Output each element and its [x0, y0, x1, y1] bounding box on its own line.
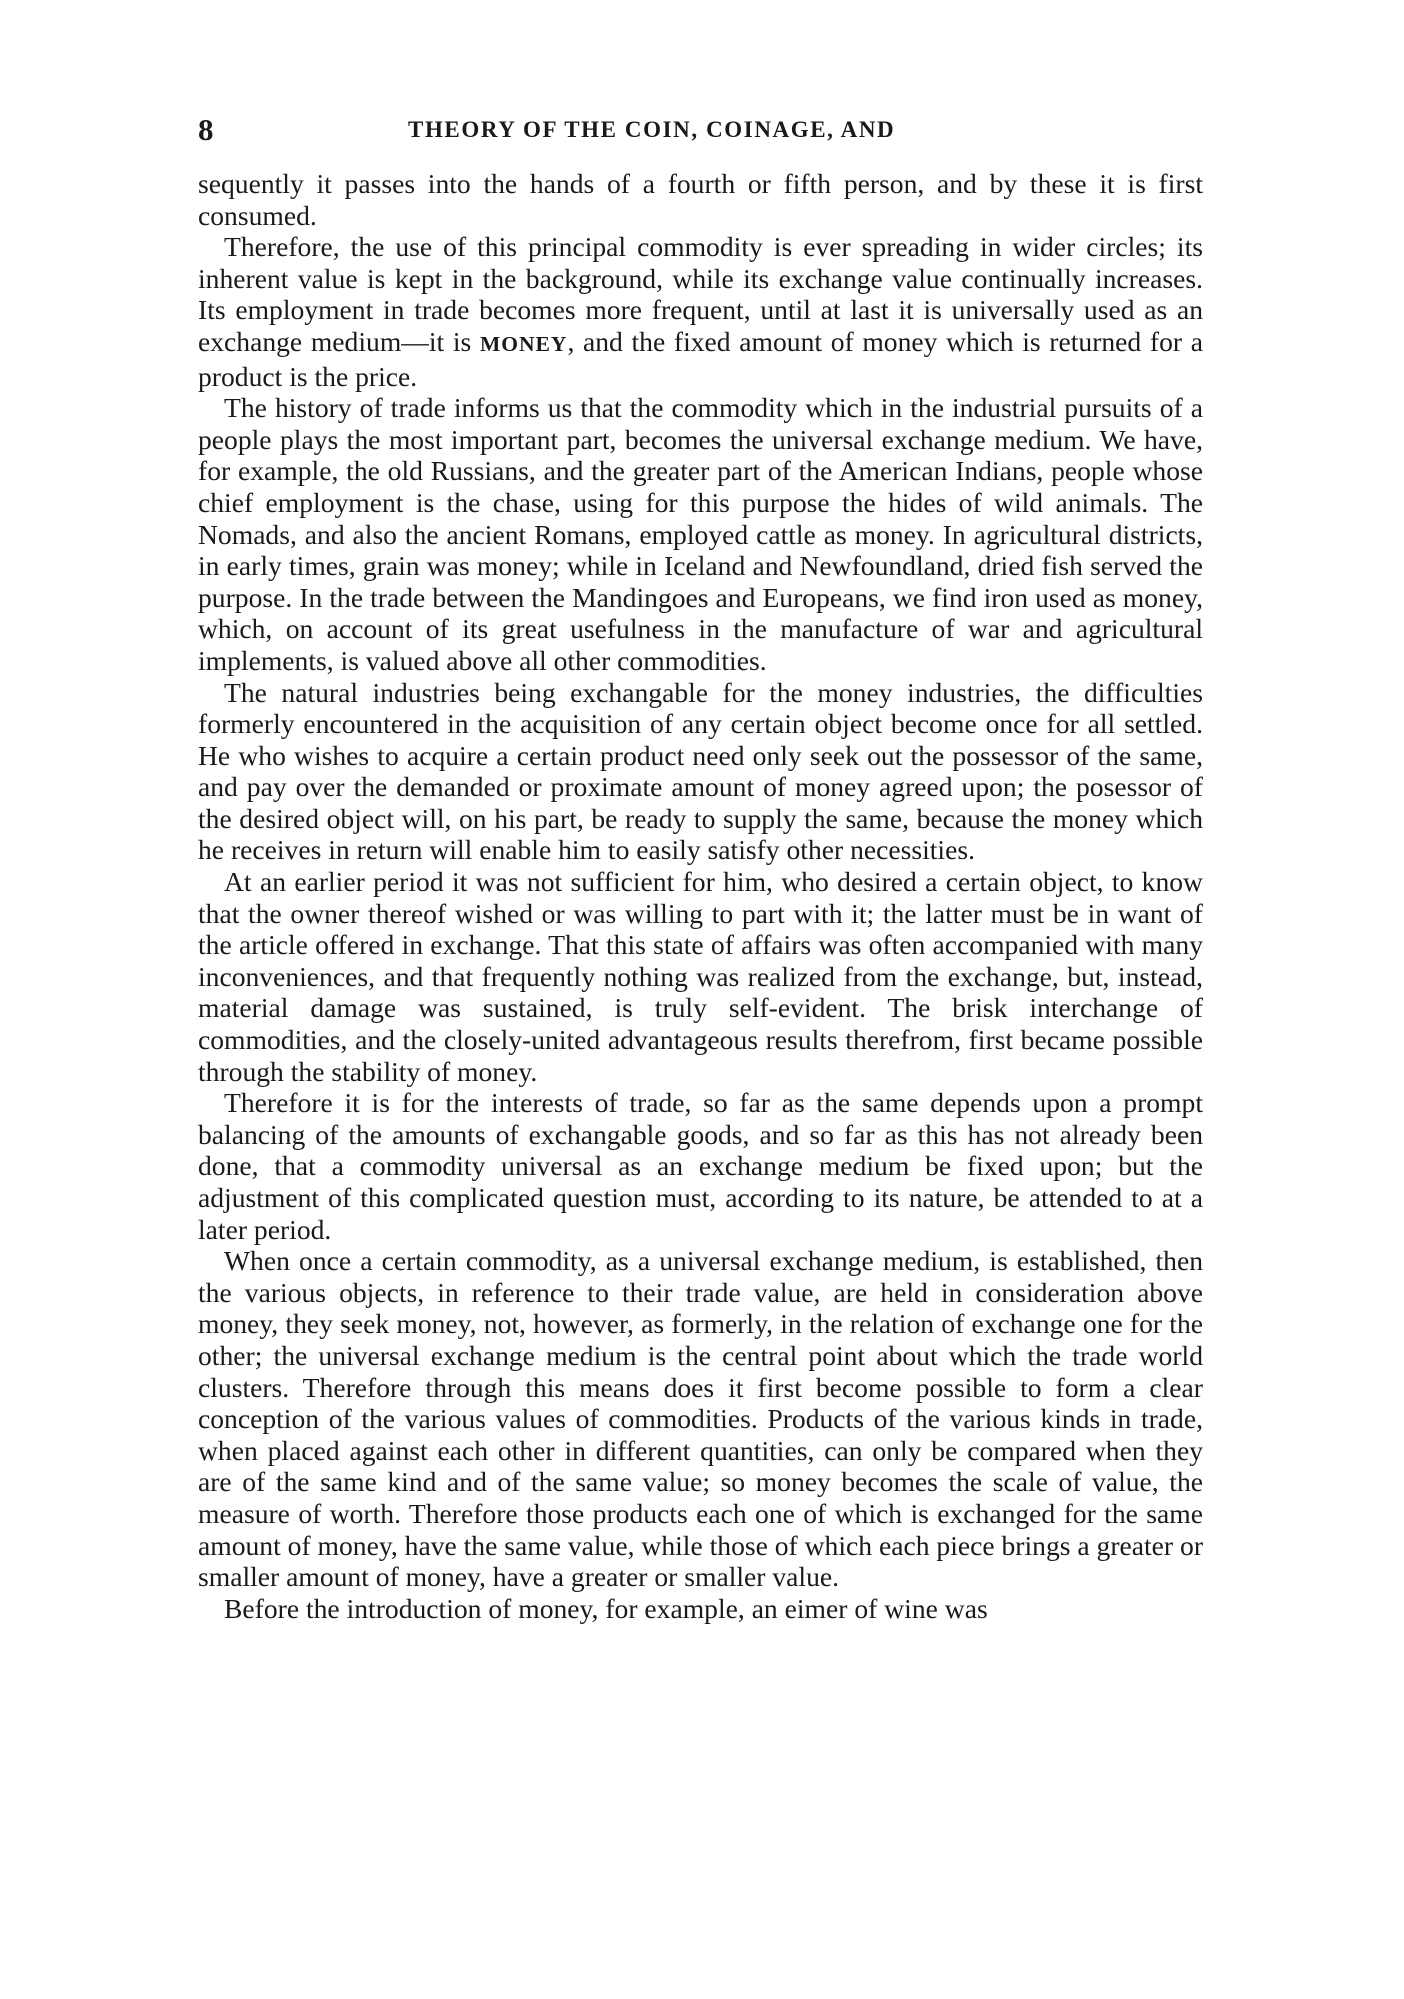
running-head: THEORY OF THE COIN, COINAGE, AND [408, 117, 896, 142]
paragraph-before-money: Before the introduction of money, for example, an eimer of wine was [224, 1592, 988, 1624]
paragraph-continuation: sequently it passes into the hands of a fourth or fifth person, and by these it is first consumed. [198, 168, 1203, 231]
paragraph-earlier-period: At an earlier period it was not sufficient for him, who desired a certain object, to know that the owner thereof wished or was willing to part with it; the latter must be in want of the article offered in exchange. That this state of affairs was often accompanied with many inconveniences, and that frequently nothing was realized from the exchange, but, instead, material damage was sustained, is truly self-evident. The brisk interchange of commodities, and the closely-united advantageous results therefrom, first became possible through the stability of money. [198, 866, 1203, 1087]
paragraph-universal-medium: When once a certain commodity, as a universal exchange medium, is established, then the various objects, in reference to their trade value, are held in consideration above money, they seek money, not, however, as formerly, in the relation of exchange one for the other; the universal exchange medium is the central point about which the trade world clusters. Therefore through this means does it first become possible to form a clear conception of the various values of commodities. Products of the various kinds in trade, when placed against each other in different quantities, can only be compared when they are of the same kind and of the same value; so money becomes the scale of value, the measure of worth. Therefore those products each one of which is exchanged for the same amount of money, have the same value, while those of which each piece brings a greater or smaller amount of money, have a greater or smaller value. [198, 1245, 1204, 1593]
paragraph-text: Therefore, the use of this principal commodity is ever spreading in wider circles; its inherent value is kept in the background, while its exchange value continually increases. Its employment in trade becomes more frequent, until at last it is universally used as an exchange medium—it is [198, 231, 1203, 357]
paragraph-money-definition [198, 231, 1203, 392]
paragraph-natural-industries: The natural industries being exchangable for the money industries, the difficulties formerly encountered in the acquisition of any certain object become once for all settled. He who wishes to acquire a certain product need only seek out the possessor of the same, and pay over the demanded or proximate amount of money agreed upon; the posessor of the desired object will, on his part, be ready to supply the same, because the money which he receives in return will enable him to easily satisfy other necessities. [198, 676, 1203, 866]
page-header [198, 110, 1203, 150]
paragraph-text: , and the fixed amount of money which is returned for a product is the price. [198, 325, 1203, 392]
money-smallcaps: MONEY [479, 331, 568, 356]
page-number: 8 [198, 112, 214, 147]
body-text [198, 168, 1203, 1624]
paragraph-history-of-trade: The history of trade informs us that the commodity which in the industrial pursuits of a people plays the most important part, becomes the universal exchange medium. We have, for example, the old Russians, and the greater part of the American Indians, people whose chief employment is the chase, using for this purpose the hides of wild animals. The Nomads, and also the ancient Romans, employed cattle as money. In agricultural districts, in early times, grain was money; while in Iceland and Newfoundland, dried fish served the purpose. In the trade between the Mandingoes and Europeans, we find iron used as money, which, on account of its great usefulness in the manufacture of war and agricultural implements, is valued above all other commodities. [198, 392, 1203, 676]
paragraph-interests-of-trade: Therefore it is for the interests of trade, so far as the same depends upon a prompt balancing of the amounts of exchangable goods, and so far as this has not already been done, that a commodity universal as an exchange medium be fixed upon; but the adjustment of this complicated question must, according to its nature, be attended to at a later period. [198, 1087, 1203, 1245]
